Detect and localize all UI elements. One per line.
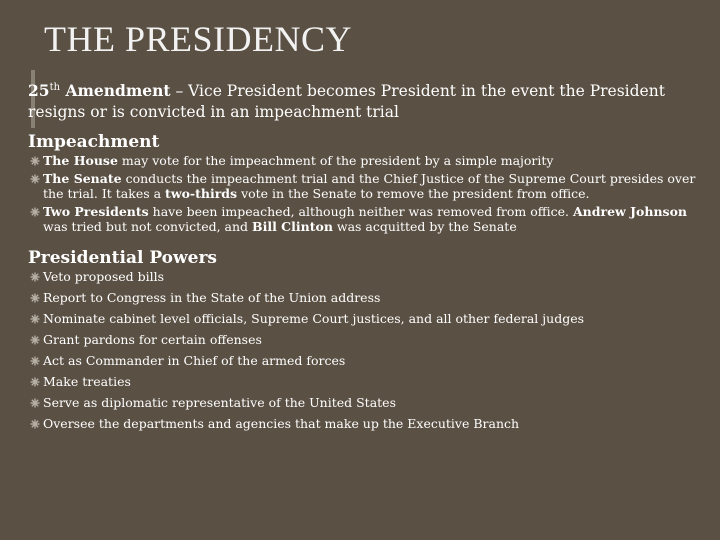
powers-list [28, 269, 704, 432]
amendment-number: 25 [28, 81, 50, 100]
senate-text: conducts the impeachment trial and the Chief Justice of the Supreme Court presides over the trial. It takes a [43, 170, 696, 201]
johnson-text: was tried but not convicted, and [43, 219, 253, 234]
list-item [28, 290, 704, 306]
list-item [28, 153, 704, 169]
star-burst-bullet-icon [30, 377, 40, 387]
slide-title: THE PRESIDENCY [44, 19, 353, 59]
star-burst-bullet-icon [30, 419, 40, 429]
list-item [28, 311, 704, 327]
andrew-johnson-bold: Andrew Johnson [572, 203, 688, 219]
impeachment-list [28, 153, 704, 235]
clinton-text: was acquitted by the Senate [332, 219, 517, 234]
senate-bold: The Senate [43, 170, 122, 186]
list-item [28, 374, 704, 390]
house-text: may vote for the impeachment of the president by a simple majority [117, 153, 554, 168]
two-presidents-bold: Two Presidents [43, 203, 149, 219]
power-text: Oversee the departments and agencies that make up the Executive Branch [43, 415, 520, 431]
power-text: Make treaties [43, 373, 131, 389]
star-burst-bullet-icon [30, 356, 40, 366]
star-burst-bullet-icon [30, 398, 40, 408]
two-thirds-bold: two-thirds [165, 186, 238, 201]
list-item [28, 353, 704, 369]
power-text: Veto proposed bills [43, 268, 165, 284]
power-text: Act as Commander in Chief of the armed forces [43, 352, 346, 368]
star-burst-bullet-icon [30, 207, 40, 217]
star-burst-bullet-icon [30, 293, 40, 303]
house-bold: The House [43, 153, 118, 168]
star-burst-bullet-icon [30, 156, 40, 166]
senate-text-2: vote in the Senate to remove the president from office. [237, 186, 590, 201]
impeachment-heading: Impeachment [28, 132, 160, 152]
list-item [28, 395, 704, 411]
power-text: Nominate cabinet level officials, Supreme Court justices, and all other federal judges [43, 310, 585, 326]
star-burst-bullet-icon [30, 335, 40, 345]
power-text: Report to Congress in the State of the Union address [43, 289, 381, 305]
power-text: Grant pardons for certain offenses [43, 331, 262, 347]
list-item [28, 204, 704, 235]
two-presidents-text: have been impeached, although neither was removed from office. [148, 203, 573, 219]
amendment-label: Amendment [60, 81, 171, 100]
power-text: Serve as diplomatic representative of the United States [43, 394, 396, 410]
slide-body [28, 80, 704, 437]
list-item [28, 171, 704, 202]
list-item [28, 416, 704, 432]
star-burst-bullet-icon [30, 174, 40, 184]
list-item [28, 332, 704, 348]
star-burst-bullet-icon [30, 314, 40, 324]
amendment-paragraph [28, 80, 704, 123]
amendment-text: – Vice President becomes President in the event the President resigns or is convicted in an impeachment trial [28, 82, 665, 121]
star-burst-bullet-icon [30, 272, 40, 282]
amendment-suffix: th [49, 82, 61, 93]
powers-heading: Presidential Powers [28, 247, 217, 268]
list-item [28, 269, 704, 285]
bill-clinton-bold: Bill Clinton [252, 219, 333, 234]
